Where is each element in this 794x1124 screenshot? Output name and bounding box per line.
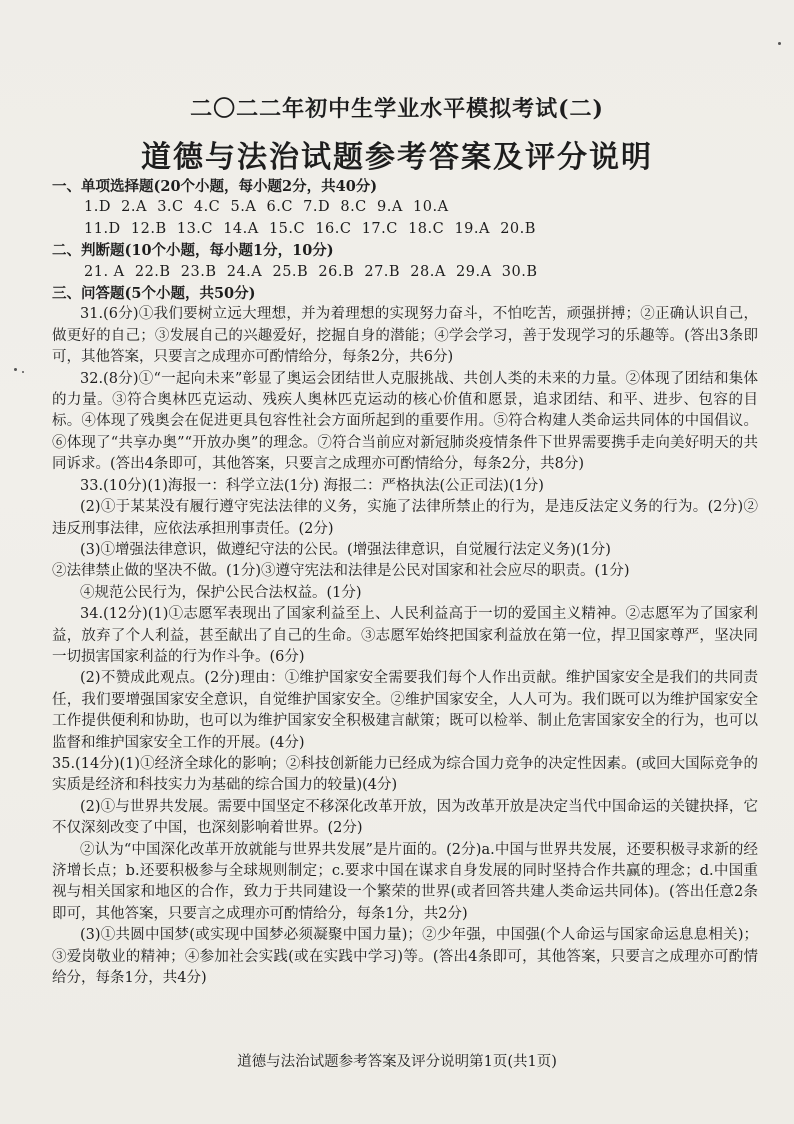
answer-paragraph-q33-1: 33.(10分)(1)海报一：科学立法(1分) 海报二：严格执法(公正司法)(1分) [80,477,544,494]
answer-body [52,176,758,989]
answer-paragraph-q33-3c: ④规范公民行为，保护公民合法权益。(1分) [80,584,362,601]
section-heading-short-answer: 三、问答题(5个小题，共50分) [52,285,256,303]
scan-speck [14,368,17,371]
document-title: 道德与法治试题参考答案及评分说明 [141,140,653,175]
answer-paragraph-q34-2: (2)不赞成此观点。(2分)理由：①维护国家安全需要我们每个人作出贡献。维护国家安全是我们的共同责任，我们要增强国家安全意识，自觉维护国家安全。②维护国家安全，人人可为。我们既可以为维护国家安全工作提供便利和协助，也可以为维护国家安全积极建言献策；既可以检举、制止危害国家安全的行为，也可以监督和维护国家安全工作的开展。(4分) [52,670,758,751]
answer-paragraph-q34-1: 34.(12分)(1)①志愿军表现出了国家利益至上、人民利益高于一切的爱国主义精神。②志愿军为了国家利益，放弃了个人利益，甚至献出了自己的生命。③志愿军始终把国家利益放在第一位，捍卫国家尊严，坚决同一切损害国家利益的行为作斗争。(6分) [52,606,758,665]
answer-paragraph-q31: 31.(6分)①我们要树立远大理想，并为着理想的实现努力奋斗，不怕吃苦，顽强拼搏；②正确认识自己，做更好的自己；③发展自己的兴趣爱好，挖掘自身的潜能；④学会学习，善于发现学习的乐趣等。(答出3条即可，其他答案，只要言之成理亦可酌情给分，每条2分，共6分) [52,306,758,366]
section-heading-true-false: 二、判断题(10个小题，每小题1分，10分) [52,242,334,260]
scan-speck [22,371,24,373]
scan-speck [778,42,781,45]
section-heading-multiple-choice: 一、单项选择题(20个小题，每小题2分，共40分) [52,178,378,195]
answer-paragraph-q35-2a: (2)①与世界共发展。需要中国坚定不移深化改革开放，因为改革开放是决定当代中国命运的关键抉择，它不仅深刻改变了中国，也深刻影响着世界。(2分) [52,798,758,837]
answer-paragraph-q32: 32.(8分)①“一起向未来”彰显了奥运会团结世人克服挑战、共创人类的未来的力量。②体现了团结和集体的力量。③符合奥林匹克运动、残疾人奥林匹克运动的核心价值和愿景，追求团结、和平、进步、包容的目标。④体现了残奥会在促进更具包容性社会方面所起到的重要作用。⑤符合构建人类命运共同体的中国倡议。⑥体现了“共享办奥”“开放办奥”的理念。⑦符合当前应对新冠肺炎疫情条件下世界需要携手走向美好明天的共同诉求。(答出4条即可，其他答案，只要言之成理亦可酌情给分，每条2分，共8分) [52,370,758,473]
answer-row: 11.D 12.B 13.C 14.A 15.C 16.C 17.C 18.C 19.A 20.B [84,220,536,237]
answer-paragraph-q35-2b: ②认为“中国深化改革开放就能与世界共发展”是片面的。(2分)a.中国与世界共发展，还要积极寻求新的经济增长点；b.还要积极参与全球规则制定；c.要求中国在谋求自身发展的同时坚持合作共赢的理念；d.中国重视与相关国家和地区的合作，致力于共同建设一个繁荣的世界(或者回答共建人类命运共同体)。(答出任意2条即可，其他答案，只要言之成理亦可酌情给分，每条1分，共2分) [52,841,758,922]
answer-paragraph-q35-1: 35.(14分)(1)①经济全球化的影响；②科技创新能力已经成为综合国力竞争的决定性因素。(或回大国际竞争的实质是经济和科技实力为基础的综合国力的较量)(4分) [52,755,758,794]
answer-row: 1.D 2.A 3.C 4.C 5.A 6.C 7.D 8.C 9.A 10.A [84,199,449,216]
answer-paragraph-q33-3a: (3)①增强法律意识，做遵纪守法的公民。(增强法律意识，自觉履行法定义务)(1分) [80,541,611,558]
answer-paragraph-q35-3: (3)①共圆中国梦(或实现中国梦必须凝聚中国力量)；②少年强，中国强(个人命运与国家命运息息相关)；③爱岗敬业的精神；④参加社会实践(或在实践中学习)等。(答出4条即可，其他答案，只要言之成理亦可酌情给分，每条1分，共4分) [52,927,758,987]
answer-paragraph-q33-2: (2)①于某某没有履行遵守宪法法律的义务，实施了法律所禁止的行为，是违反法定义务的行为。(2分)②违反刑事法律，应依法承担刑事责任。(2分) [52,499,758,537]
answer-paragraph-q33-3b: ②法律禁止做的坚决不做。(1分)③遵守宪法和法律是公民对国家和社会应尽的职责。(1分) [52,563,630,580]
answer-row: 21. A 22.B 23.B 24.A 25.B 26.B 27.B 28.A 29.A 30.B [84,263,538,280]
page-footer: 道德与法治试题参考答案及评分说明第1页(共1页) [237,1054,557,1070]
exam-title: 二〇二二年初中生学业水平模拟考试(二) [190,96,604,122]
